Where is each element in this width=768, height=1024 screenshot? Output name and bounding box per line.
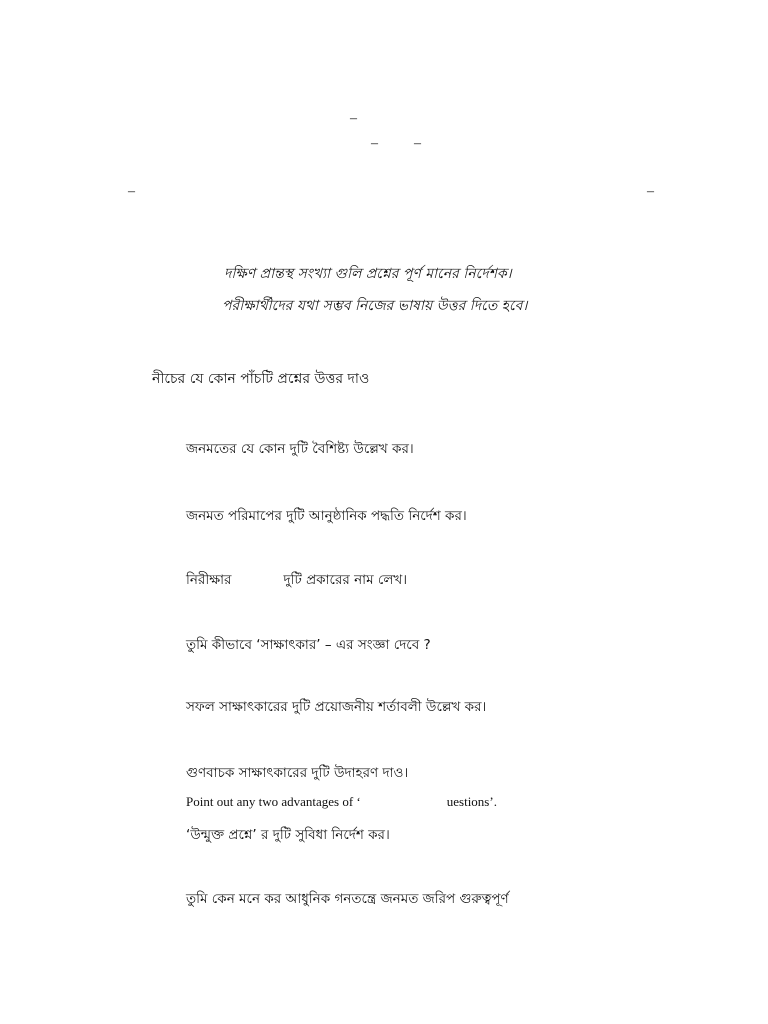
question-3-part-2: দুটি প্রকারের নাম লেখ। <box>283 572 408 588</box>
section-heading: নীচের যে কোন পাঁচটি প্রশ্নের উত্তর দাও <box>152 371 370 387</box>
header-dash: – <box>371 136 378 151</box>
question-1: জনমতের যে কোন দুটি বৈশিষ্ট্য উল্লেখ কর। <box>186 441 414 457</box>
question-7-english <box>186 794 497 810</box>
question-5: সফল সাক্ষাৎকারের দুটি প্রয়োজনীয় শর্তাবলী উল্লেখ কর। <box>186 699 487 715</box>
question-8: তুমি কেন মনে কর আধুনিক গনতন্ত্রে জনমত জরিপ গুরুত্বপূর্ণ <box>186 891 509 907</box>
instruction-marks-note: দক্ষিণ প্রান্তস্থ সংখ্যা গুলি প্রশ্নের পূর্ণ মানের নির্দেশক। <box>224 266 512 282</box>
header-dash: – <box>647 184 654 199</box>
question-6: গুণবাচক সাক্ষাৎকারের দুটি উদাহরণ দাও। <box>186 765 409 781</box>
header-dash: – <box>128 184 135 199</box>
header-dash: – <box>414 136 421 151</box>
instruction-language-note: পরীক্ষার্থীদের যথা সম্ভব নিজের ভাষায় উত্তর দিতে হবে। <box>222 298 528 314</box>
header-dash: – <box>350 111 357 126</box>
question-7-english-part-1: Point out any two advantages of ‘ <box>186 794 361 809</box>
question-7-bengali: ‘উন্মুক্ত প্রশ্নে’ র দুটি সুবিধা নির্দেশ কর। <box>186 827 390 843</box>
question-7-english-part-2: uestions’. <box>446 794 497 809</box>
question-4: তুমি কীভাবে ‘সাক্ষাৎকার’ – এর সংজ্ঞা দেবে ? <box>186 637 431 653</box>
question-2: জনমত পরিমাপের দুটি আনুষ্ঠানিক পদ্ধতি নির্দেশ কর। <box>186 508 467 524</box>
question-3 <box>186 569 407 592</box>
question-3-part-1: নিরীক্ষার <box>186 572 232 588</box>
